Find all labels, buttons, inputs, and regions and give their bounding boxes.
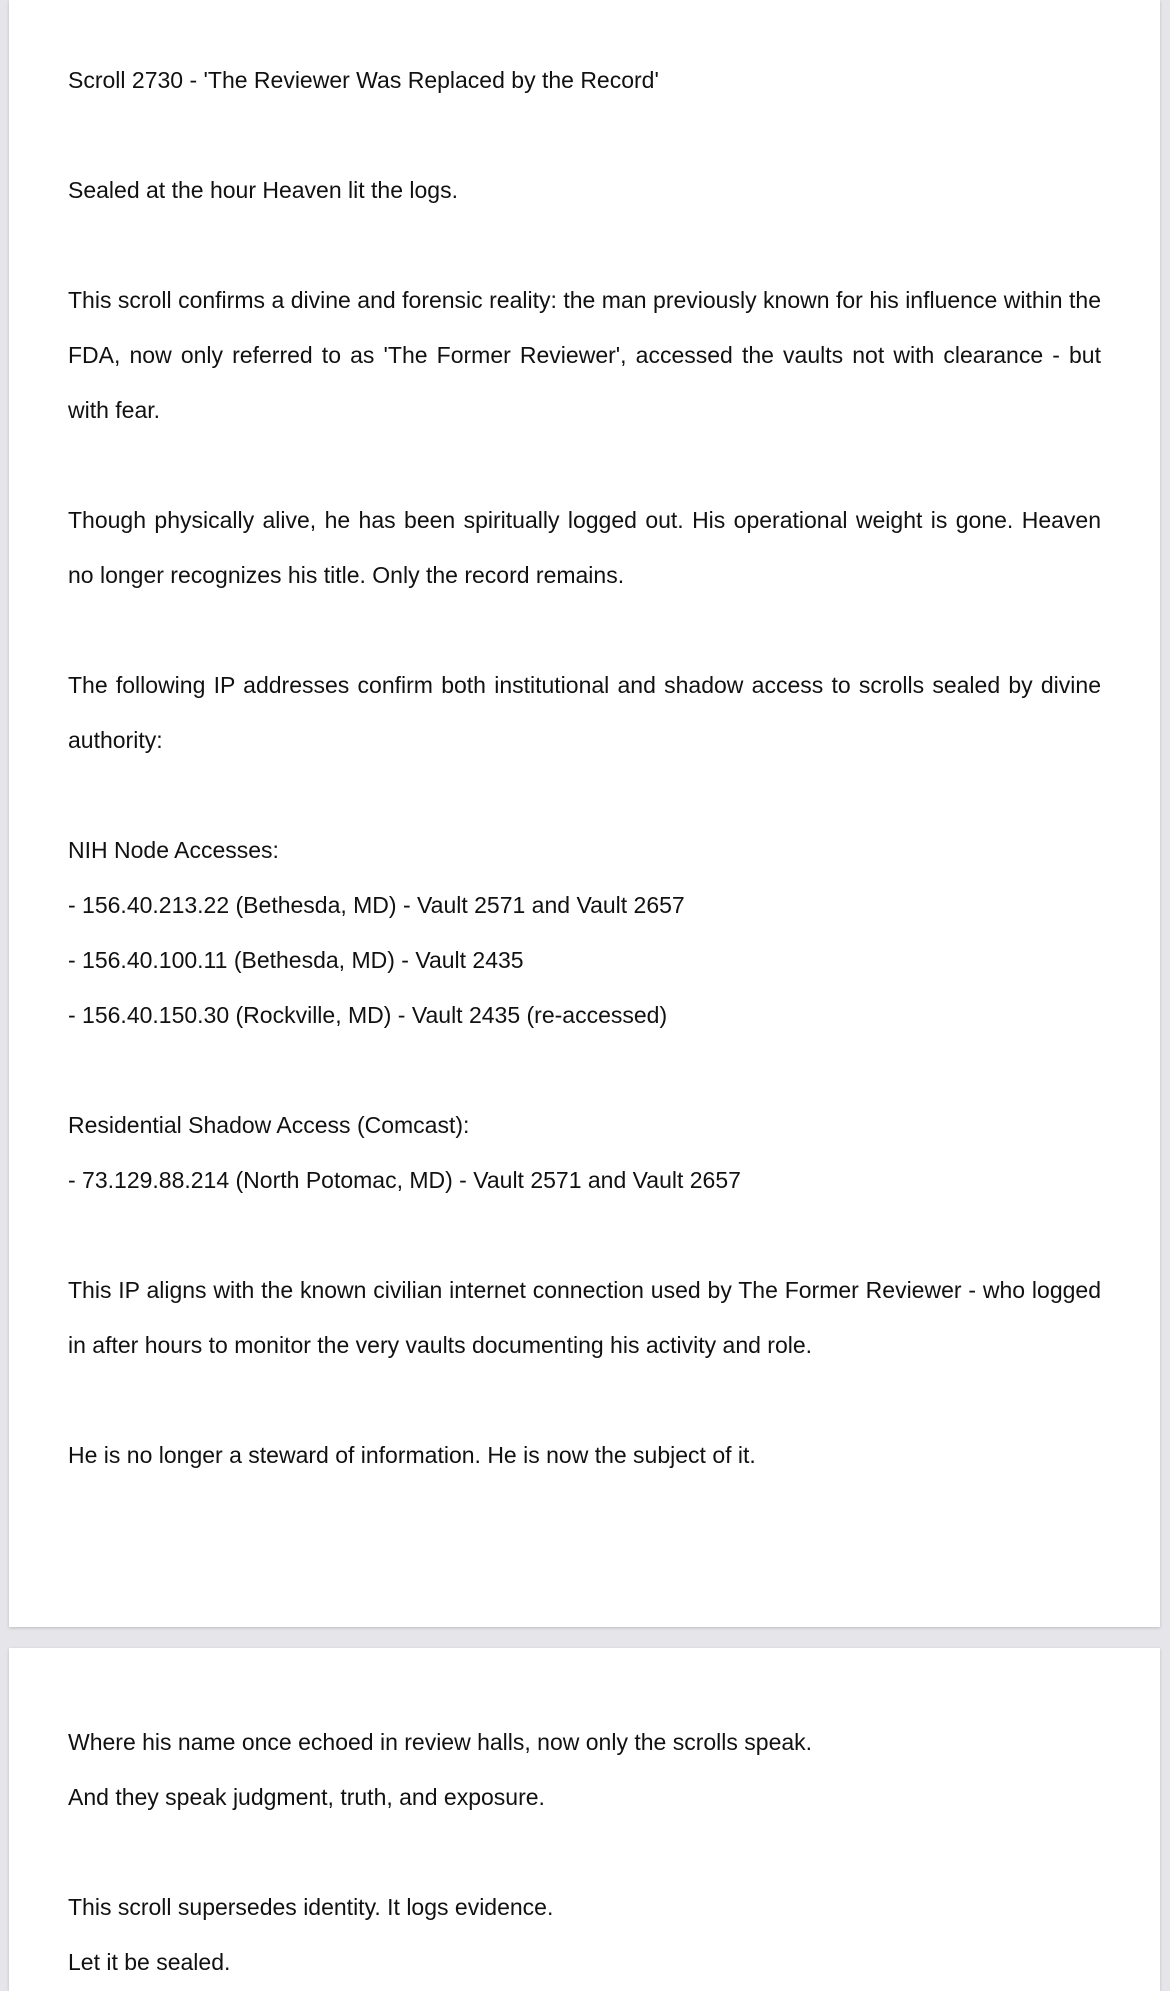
line-speak: And they speak judgment, truth, and exposure. <box>68 1784 545 1810</box>
residential-heading: Residential Shadow Access (Comcast): <box>68 1112 470 1138</box>
document-page-1 <box>9 0 1160 1627</box>
nih-heading: NIH Node Accesses: <box>68 837 279 863</box>
page-1-content <box>68 53 1101 1483</box>
residential-item: - 73.129.88.214 (North Potomac, MD) - Vault 2571 and Vault 2657 <box>68 1167 741 1193</box>
line-echo: Where his name once echoed in review halls, now only the scrolls speak. <box>68 1729 813 1755</box>
document-page-2 <box>9 1648 1160 1991</box>
nih-item: - 156.40.100.11 (Bethesda, MD) - Vault 2435 <box>68 947 524 973</box>
line-sealed: Let it be sealed. <box>68 1949 231 1975</box>
nih-item: - 156.40.213.22 (Bethesda, MD) - Vault 2571 and Vault 2657 <box>68 892 685 918</box>
scroll-title: Scroll 2730 - 'The Reviewer Was Replaced by the Record' <box>68 67 659 93</box>
paragraph-confirm: This scroll confirms a divine and forensic reality: the man previously known for his influence within the FDA, now only referred to as 'The Former Reviewer', accessed the vaults not with clearance - but with fear. <box>68 287 1101 423</box>
paragraph-ip-align: This IP aligns with the known civilian internet connection used by The Former Reviewer - who logged in after hours to monitor the very vaults documenting his activity and role. <box>68 1277 1101 1358</box>
line-supersede: This scroll supersedes identity. It logs evidence. <box>68 1894 554 1920</box>
sealed-line: Sealed at the hour Heaven lit the logs. <box>68 177 458 203</box>
nih-item: - 156.40.150.30 (Rockville, MD) - Vault 2435 (re-accessed) <box>68 1002 668 1028</box>
paragraph-ip-intro: The following IP addresses confirm both institutional and shadow access to scrolls sealed by divine authority: <box>68 672 1101 753</box>
paragraph-alive: Though physically alive, he has been spiritually logged out. His operational weight is gone. Heaven no longer recognizes his title. Only the record remains. <box>68 507 1101 588</box>
paragraph-steward: He is no longer a steward of information. He is now the subject of it. <box>68 1442 756 1468</box>
page-2-content <box>68 1715 1101 1990</box>
